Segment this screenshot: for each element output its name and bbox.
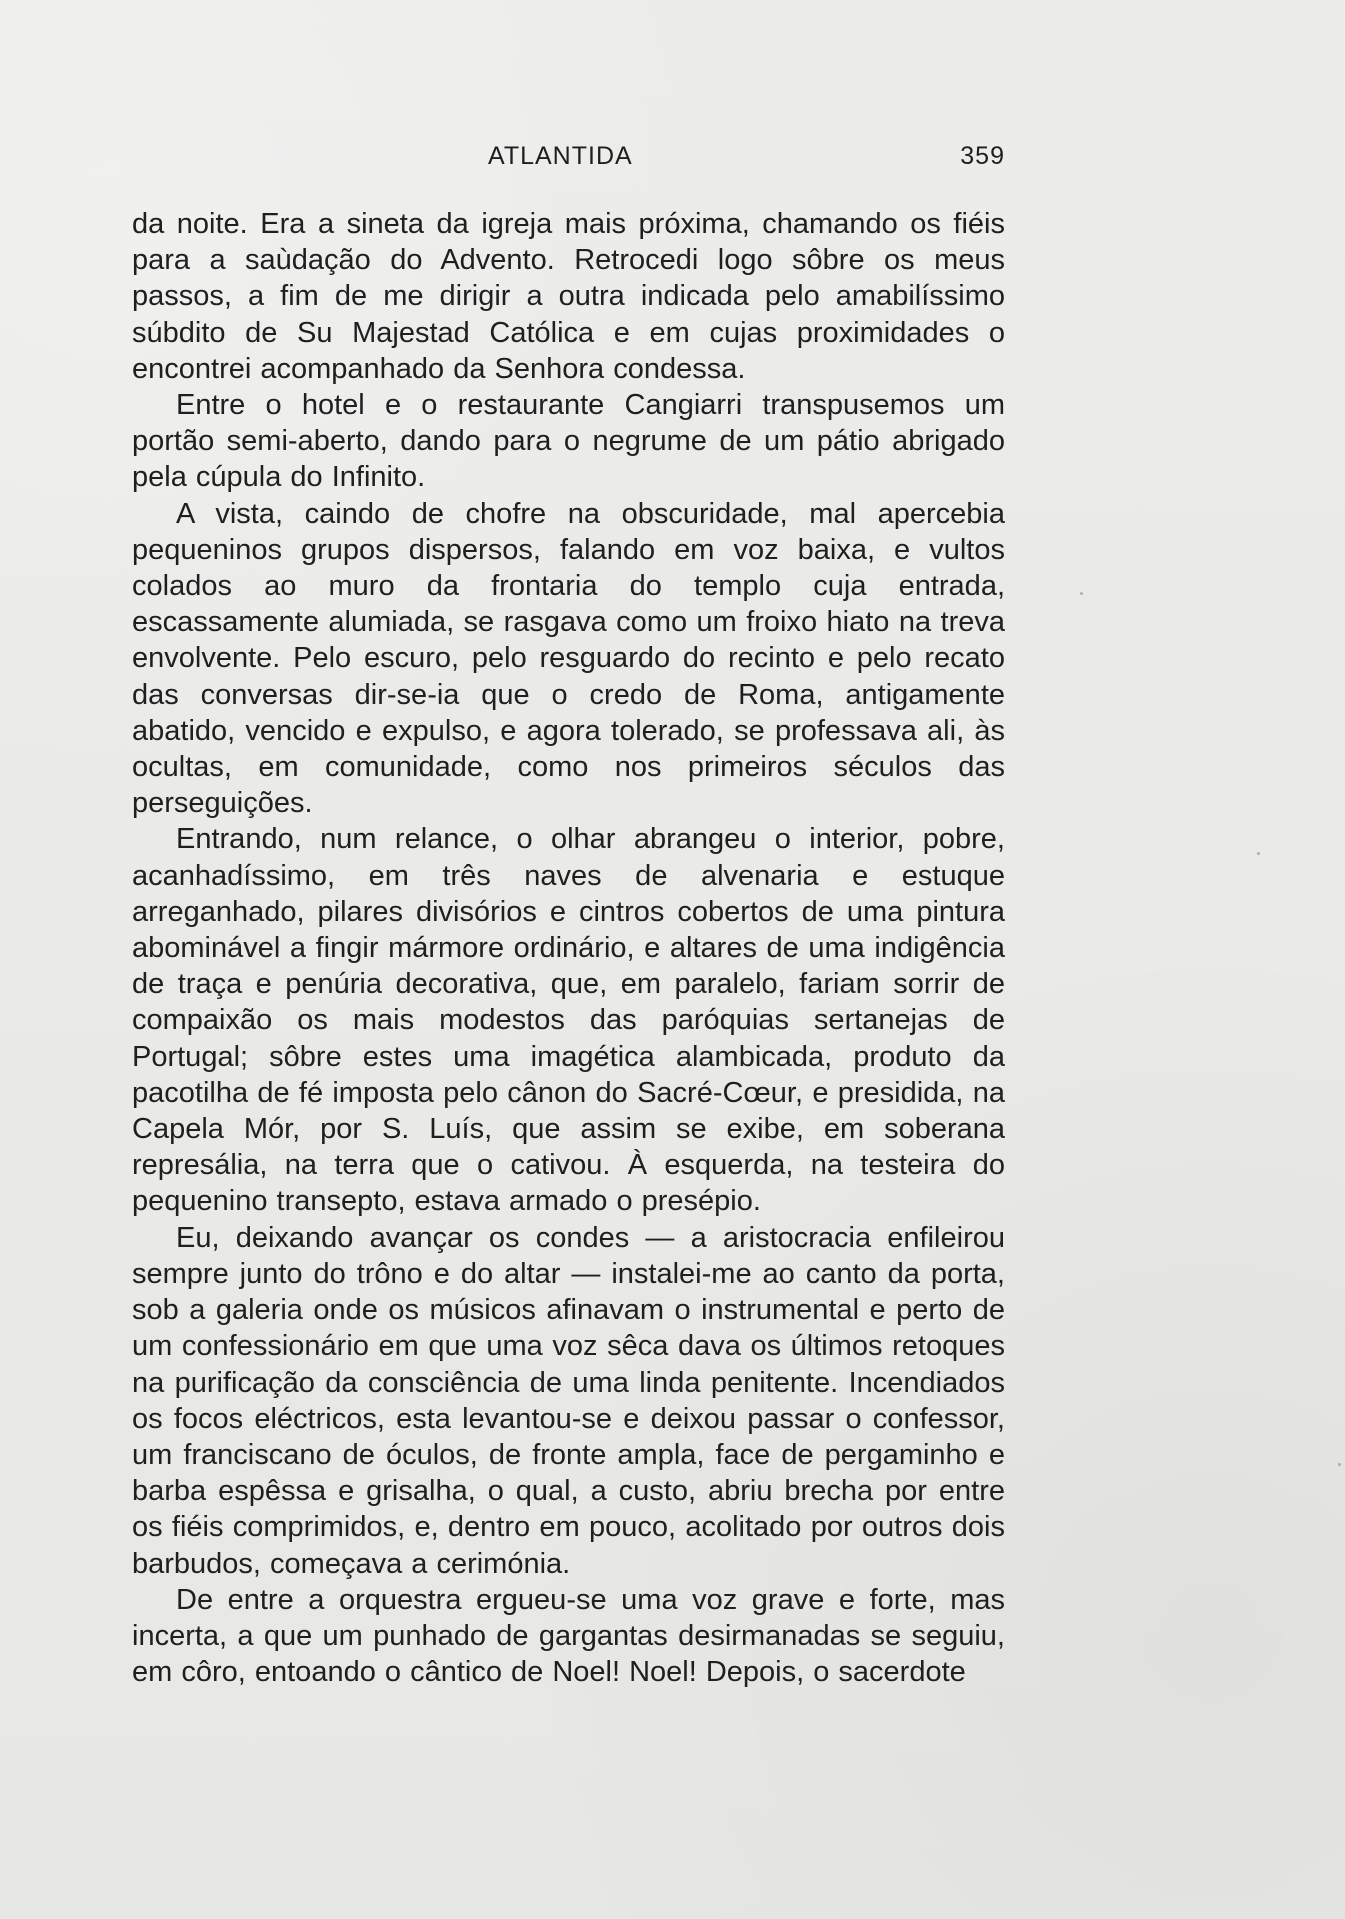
paragraph-3: A vista, caindo de chofre na obscuridade, mal apercebia pequeninos grupos dispersos, falando em voz baixa, e vultos colados ao muro da frontaria do templo cuja entrada, escassamente alumiada, se rasgava como um froixo hiato na treva envolvente. Pelo escuro, pelo resguardo do recinto e pelo recato das conversas dir-se-ia que o credo de Roma, antigamente abatido, vencido e expulso, e agora tolerado, se professava ali, às ocultas, em comunidade, como nos primeiros séculos das perseguições. [132, 497, 1005, 820]
paragraph-2: Entre o hotel e o restaurante Cangiarri transpusemos um portão semi-aberto, dando para o negrume de um pátio abrigado pela cúpula do Infinito. [132, 389, 1005, 494]
body-text [132, 206, 1005, 1690]
paragraph-4: Entrando, num relance, o olhar abrangeu o interior, pobre, acanhadíssimo, em três naves de alvenaria e estuque arreganhado, pilares divisórios e cintros cobertos de uma pintura abominável a fingir mármore ordinário, e altares de uma indigência de traça e penúria decorativa, que, em paralelo, fariam sorrir de compaixão os mais modestos das paróquias sertanejas de Portugal; sôbre estes uma imagética alambicada, produto da pacotilha de fé imposta pelo cânon do Sacré-Cœur, e presidida, na Capela Mór, por S. Luís, que assim se exibe, em soberana represália, na terra que o cativou. À esquerda, na testeira do pequenino transepto, estava armado o presépio. [132, 823, 1005, 1218]
page-number: 359 [960, 142, 1005, 170]
paragraph-5: Eu, deixando avançar os condes — a aristocracia enfileirou sempre junto do trôno e do altar — instalei-me ao canto da porta, sob a galeria onde os músicos afinavam o instrumental e perto de um confessionário em que uma voz sêca dava os últimos retoques na purificação da consciência de uma linda penitente. Incendiados os focos eléctricos, esta levantou-se e deixou passar o confessor, um franciscano de óculos, de fronte ampla, face de pergaminho e barba espêssa e grisalha, o qual, a custo, abriu brecha por entre os fiéis comprimidos, e, dentro em pouco, acolitado por outros dois barbudos, começava a cerimónia. [132, 1221, 1005, 1580]
paper-speck [1080, 592, 1083, 595]
paper-speck [1257, 852, 1260, 855]
running-title: ATLANTIDA [488, 142, 633, 170]
paragraph-6: De entre a orquestra ergueu-se uma voz grave e forte, mas incerta, a que um punhado de gargantas desirmanadas se seguiu, em côro, entoando o cântico de Noel! Noel! Depois, o sacerdote [132, 1583, 1005, 1689]
paper-speck [1338, 1463, 1341, 1466]
page-header [132, 142, 1005, 176]
paragraph-1: da noite. Era a sineta da igreja mais próxima, chamando os fiéis para a saùdação do Advento. Retrocedi logo sôbre os meus passos, a fim de me dirigir a outra indicada pelo amabilíssimo súbdito de Su Majestad Católica e em cujas proximidades o encontrei acompanhado da Senhora condessa. [132, 208, 1005, 385]
